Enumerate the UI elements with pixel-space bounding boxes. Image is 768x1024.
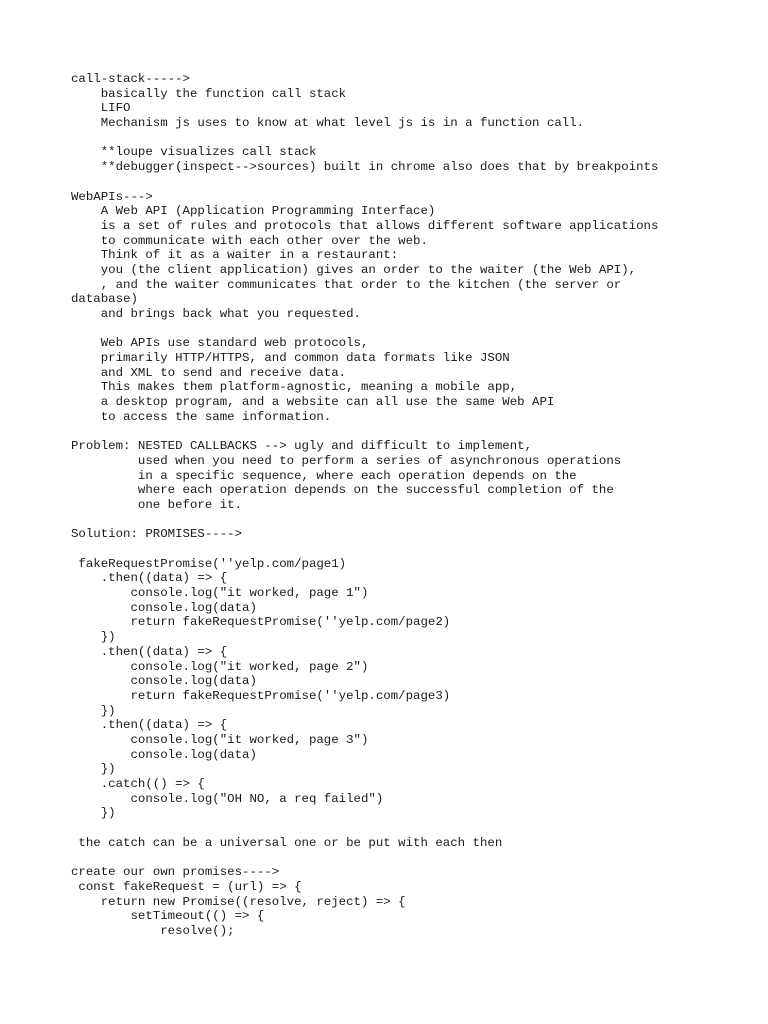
text-line xyxy=(71,175,751,190)
text-line: to access the same information. xyxy=(71,409,332,424)
text-line xyxy=(71,322,751,337)
text-line xyxy=(71,542,751,557)
text-line: database) xyxy=(71,292,138,307)
text-line: This makes them platform-agnostic, meaning a mobile app, xyxy=(71,380,518,395)
text-line: **debugger(inspect-->sources) built in chrome also does that by breakpoints xyxy=(71,160,659,175)
text-line: const fakeRequest = (url) => { xyxy=(71,879,302,894)
text-line: .catch(() => { xyxy=(71,777,205,791)
text-line: you (the client application) gives an order to the waiter (the Web API), xyxy=(71,262,637,277)
text-line: Solution: PROMISES----> xyxy=(71,527,243,542)
text-line: where each operation depends on the successful completion of the xyxy=(71,483,614,498)
text-line: is a set of rules and protocols that allows different software applications xyxy=(71,218,659,233)
text-line: .then((data) => { xyxy=(71,718,228,733)
text-line xyxy=(71,850,751,865)
text-line: fakeRequestPromise(''yelp.com/page1) xyxy=(71,556,347,571)
text-line: used when you need to perform a series of asynchronous operations xyxy=(71,453,622,468)
text-line: **loupe visualizes call stack xyxy=(71,145,317,160)
text-line: console.log(data) xyxy=(71,600,257,615)
text-line: LIFO xyxy=(71,101,131,116)
text-line: .then((data) => { xyxy=(71,571,228,586)
text-line: to communicate with each other over the web. xyxy=(71,233,428,248)
text-line: in a specific sequence, where each operation depends on the xyxy=(71,468,577,483)
text-line: console.log("it worked, page 3") xyxy=(71,732,369,747)
text-line: return fakeRequestPromise(''yelp.com/page2) xyxy=(71,615,451,630)
text-line: and brings back what you requested. xyxy=(71,307,361,321)
text-line: console.log(data) xyxy=(71,747,257,762)
text-line xyxy=(71,131,751,146)
text-line: resolve(); xyxy=(71,923,235,938)
text-line: return fakeRequestPromise(''yelp.com/page3) xyxy=(71,688,451,703)
text-line: call-stack-----> xyxy=(71,72,190,86)
text-line: console.log("it worked, page 1") xyxy=(71,586,369,601)
text-line: create our own promises----> xyxy=(71,865,280,880)
text-line: console.log("it worked, page 2") xyxy=(71,659,369,674)
text-line: WebAPIs---> xyxy=(71,189,153,204)
text-line: }) xyxy=(71,703,116,718)
text-line: Mechanism js uses to know at what level js is in a function call. xyxy=(71,116,585,131)
text-line: primarily HTTP/HTTPS, and common data formats like JSON xyxy=(71,351,510,366)
text-line: }) xyxy=(71,762,116,777)
text-line: }) xyxy=(71,806,116,821)
text-line: one before it. xyxy=(71,497,243,512)
text-line: console.log(data) xyxy=(71,674,257,689)
text-line: , and the waiter communicates that order to the kitchen (the server or xyxy=(71,277,622,292)
text-line xyxy=(71,821,751,836)
text-line: setTimeout(() => { xyxy=(71,909,265,924)
text-line: the catch can be a universal one or be put with each then xyxy=(71,835,503,850)
text-line: }) xyxy=(71,630,116,645)
text-line: Web APIs use standard web protocols, xyxy=(71,336,369,351)
text-line xyxy=(71,425,751,440)
text-line: a desktop program, and a website can all use the same Web API xyxy=(71,395,555,410)
text-line xyxy=(71,513,751,528)
text-line: .then((data) => { xyxy=(71,644,228,659)
text-line: Problem: NESTED CALLBACKS --> ugly and difficult to implement, xyxy=(71,439,533,454)
text-line: Think of it as a waiter in a restaurant: xyxy=(71,248,399,263)
text-line: console.log("OH NO, a req failed") xyxy=(71,791,384,806)
text-line: return new Promise((resolve, reject) => { xyxy=(71,894,406,909)
document-page xyxy=(71,72,751,939)
text-line: A Web API (Application Programming Interface) xyxy=(71,204,436,219)
text-line: and XML to send and receive data. xyxy=(71,365,347,380)
text-line: basically the function call stack xyxy=(71,86,347,101)
